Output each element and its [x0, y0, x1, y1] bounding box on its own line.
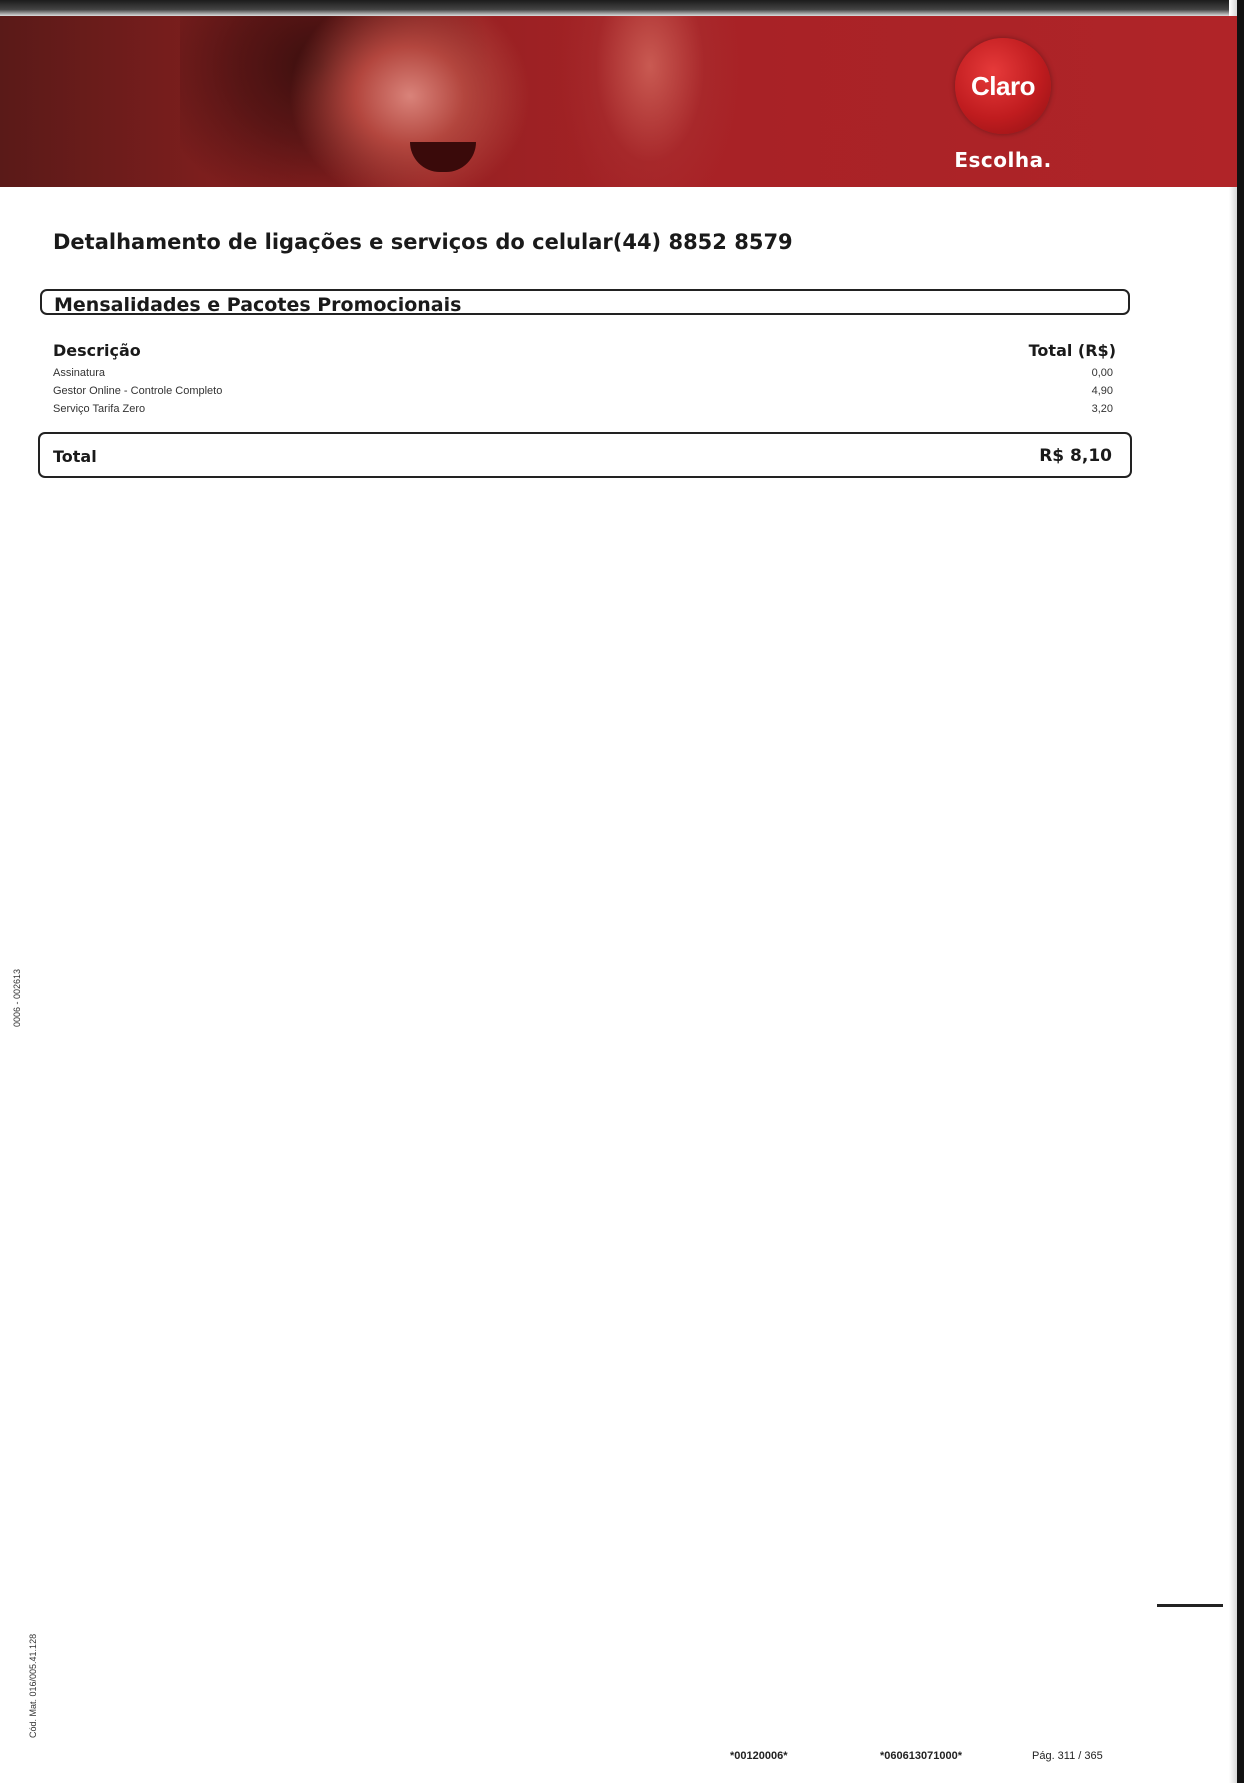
margin-mark — [1157, 1604, 1223, 1607]
side-code-document: 0006 - 002613 — [12, 968, 22, 1027]
column-header-total: Total (R$) — [1028, 341, 1116, 360]
row-description: Serviço Tarifa Zero — [53, 403, 146, 415]
header-banner — [0, 16, 1237, 187]
row-value: 3,20 — [1091, 403, 1113, 415]
footer-code-1: *00120006* — [730, 1750, 788, 1762]
total-box — [38, 432, 1132, 478]
row-description: Gestor Online - Controle Completo — [53, 385, 223, 397]
claro-logo — [955, 38, 1051, 134]
table-row — [53, 383, 1113, 401]
total-value: R$ 8,10 — [1039, 446, 1112, 466]
footer-code-2: *060613071000* — [880, 1750, 962, 1762]
claro-logo-text: Claro — [971, 71, 1035, 101]
row-value: 4,90 — [1091, 385, 1113, 397]
row-description: Assinatura — [53, 367, 105, 379]
page-number: Pág. 311 / 365 — [1032, 1750, 1103, 1762]
column-header-description: Descrição — [53, 341, 141, 360]
row-value: 0,00 — [1091, 367, 1113, 379]
section-header — [40, 289, 1130, 315]
page-title: Detalhamento de ligações e serviços do celular(44) 8852 8579 — [53, 230, 793, 254]
scan-right-shadow — [1229, 0, 1237, 1783]
table-row — [53, 365, 1113, 383]
charges-table — [53, 365, 1113, 419]
side-code-material: Cód. Mat. 016/005.41.128 — [28, 1633, 38, 1738]
total-label: Total — [53, 447, 97, 466]
scan-top-edge — [0, 0, 1244, 16]
scan-right-edge — [1237, 0, 1244, 1783]
table-row — [53, 401, 1113, 419]
slogan: Escolha. — [954, 148, 1052, 172]
section-label: Mensalidades e Pacotes Promocionais — [54, 294, 462, 316]
